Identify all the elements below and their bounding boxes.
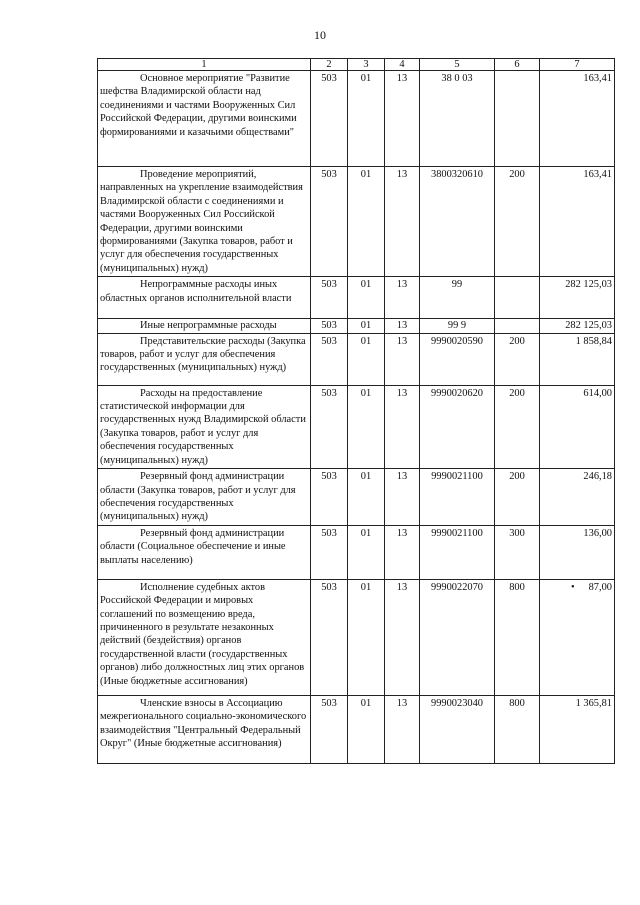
row-name-cell	[98, 277, 311, 319]
column-header-4: 4	[385, 59, 420, 71]
row-name: Резервный фонд администрации области (Закупка товаров, работ и услуг для обеспечения государственных (муниципальных) нужд)	[100, 471, 296, 523]
row-c7: 163,41	[540, 71, 615, 167]
row-c3: 01	[348, 167, 385, 277]
table-row	[98, 167, 615, 277]
row-name: Резервный фонд администрации области (Социальное обеспечение и иные выплаты населению)	[100, 527, 286, 566]
row-c2: 503	[311, 167, 348, 277]
column-header-1: 1	[98, 59, 311, 71]
row-c5: 9990021100	[420, 525, 495, 579]
row-c4: 13	[385, 525, 420, 579]
row-c4: 13	[385, 333, 420, 385]
row-name: Членские взносы в Ассоциацию межрегионального социально-экономического взаимодействия "Центральный Федеральный Округ" (Иные бюджетные ассигнования)	[100, 697, 307, 749]
table-row	[98, 385, 615, 468]
row-c5: 3800320610	[420, 167, 495, 277]
row-c4: 13	[385, 579, 420, 695]
row-c2: 503	[311, 525, 348, 579]
row-c4: 13	[385, 385, 420, 468]
row-c7: 163,41	[540, 167, 615, 277]
row-c5: 9990020620	[420, 385, 495, 468]
row-c2: 503	[311, 277, 348, 319]
row-name-cell	[98, 695, 311, 763]
row-c4: 13	[385, 71, 420, 167]
row-name-cell	[98, 167, 311, 277]
row-c5: 38 0 03	[420, 71, 495, 167]
row-name: Проведение мероприятий, направленных на укрепление взаимодействия Владимирской области с соединениями и частями Вооруженных Сил Российской Федерации, другими воинскими формированиями (Закупка товаров, работ и услуг для обеспечения государственных (муниципальных) нужд)	[100, 169, 303, 274]
row-name: Расходы на предоставление статистической информации для государственных нужд Владимирской области (Закупка товаров, работ и услуг для обеспечения государственных (муниципальных) нужд)	[100, 387, 306, 466]
stray-mark: •	[570, 581, 575, 593]
row-c3: 01	[348, 319, 385, 333]
row-name: Исполнение судебных актов Российской Федерации и мировых соглашений по возмещению вреда, причиненного в результате незаконных действий (бездействия) органов государственной власти (государственных органов) либо должностных лиц этих органов (Иные бюджетные ассигнования)	[100, 581, 305, 687]
row-c6: 800	[495, 579, 540, 695]
header-row	[98, 59, 615, 71]
table-row	[98, 469, 615, 526]
row-name: Непрограммные расходы иных областных органов исполнительной власти	[100, 279, 292, 304]
row-c6: 300	[495, 525, 540, 579]
row-c7: 246,18	[540, 469, 615, 526]
row-c5: 9990021100	[420, 469, 495, 526]
row-c3: 01	[348, 695, 385, 763]
row-c2: 503	[311, 333, 348, 385]
budget-table	[97, 58, 615, 764]
row-name: Представительские расходы (Закупка товаров, работ и услуг для обеспечения государственных (муниципальных) нужд)	[100, 335, 306, 374]
row-c2: 503	[311, 695, 348, 763]
row-c4: 13	[385, 469, 420, 526]
row-name-cell	[98, 385, 311, 468]
row-c2: 503	[311, 71, 348, 167]
row-c7: 282 125,03	[540, 277, 615, 319]
row-c2: 503	[311, 579, 348, 695]
row-c6: 800	[495, 695, 540, 763]
row-c4: 13	[385, 695, 420, 763]
row-name-cell	[98, 469, 311, 526]
row-name-cell	[98, 319, 311, 333]
column-header-5: 5	[420, 59, 495, 71]
row-c7: 136,00	[540, 525, 615, 579]
row-c6	[495, 277, 540, 319]
row-name: Основное мероприятие "Развитие шефства Владимирской области над соединениями и частями Вооруженных Сил Российской Федерации, другими воинскими формированиями и казачьими обществами"	[100, 73, 297, 138]
row-c3: 01	[348, 469, 385, 526]
row-c7: 87,00	[588, 581, 612, 593]
row-name-cell	[98, 525, 311, 579]
row-c4: 13	[385, 277, 420, 319]
table-row	[98, 525, 615, 579]
row-c7: 1 858,84	[540, 333, 615, 385]
row-c3: 01	[348, 71, 385, 167]
column-header-2: 2	[311, 59, 348, 71]
row-name-cell	[98, 71, 311, 167]
table-row	[98, 695, 615, 763]
row-c7-cell	[540, 579, 615, 695]
row-c5: 99 9	[420, 319, 495, 333]
row-name: Иные непрограммные расходы	[140, 320, 277, 332]
row-c3: 01	[348, 385, 385, 468]
row-c6: 200	[495, 167, 540, 277]
row-c6: 200	[495, 469, 540, 526]
row-c4: 13	[385, 319, 420, 333]
column-header-6: 6	[495, 59, 540, 71]
row-c6: 200	[495, 385, 540, 468]
row-c7: 1 365,81	[540, 695, 615, 763]
page-number: 10	[314, 28, 326, 42]
row-c5: 99	[420, 277, 495, 319]
table-row	[98, 71, 615, 167]
row-name-cell	[98, 579, 311, 695]
row-c3: 01	[348, 333, 385, 385]
row-c4: 13	[385, 167, 420, 277]
column-header-3: 3	[348, 59, 385, 71]
row-c7: 614,00	[540, 385, 615, 468]
row-c2: 503	[311, 385, 348, 468]
row-c5: 9990023040	[420, 695, 495, 763]
row-c7: 282 125,03	[540, 319, 615, 333]
table-row	[98, 333, 615, 385]
column-header-7: 7	[540, 59, 615, 71]
row-c3: 01	[348, 579, 385, 695]
table-row	[98, 319, 615, 333]
row-c6	[495, 71, 540, 167]
table-row	[98, 579, 615, 695]
row-c3: 01	[348, 525, 385, 579]
table-row	[98, 277, 615, 319]
row-c6	[495, 319, 540, 333]
row-c5: 9990020590	[420, 333, 495, 385]
row-c2: 503	[311, 319, 348, 333]
row-c2: 503	[311, 469, 348, 526]
row-name-cell	[98, 333, 311, 385]
row-c6: 200	[495, 333, 540, 385]
row-c5: 9990022070	[420, 579, 495, 695]
row-c3: 01	[348, 277, 385, 319]
